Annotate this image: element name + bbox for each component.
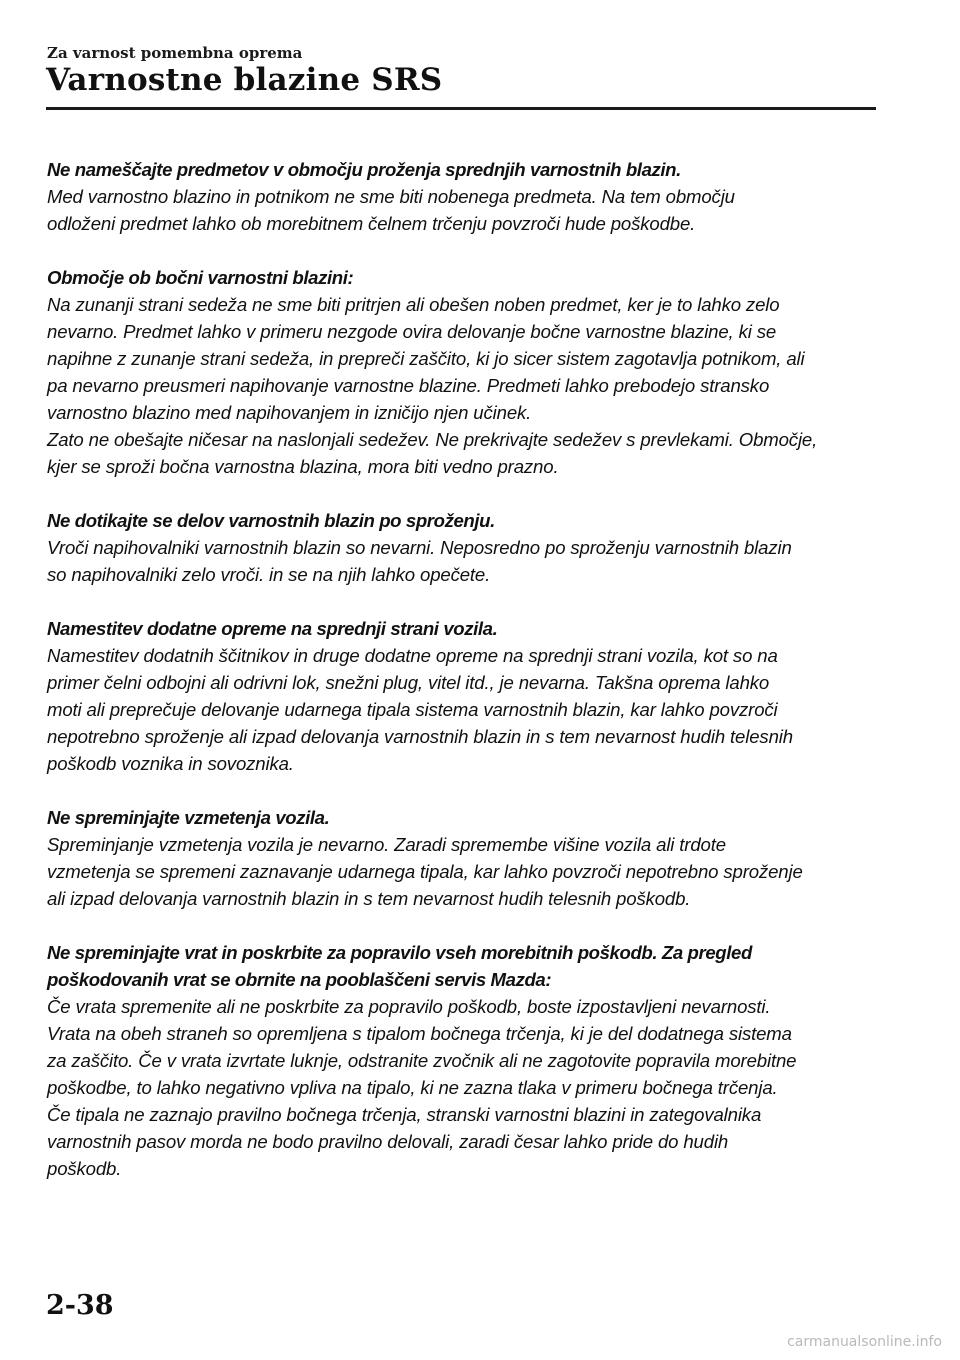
warning-block-front-airbag-objects	[47, 156, 875, 237]
warning-block-hot-parts	[47, 507, 875, 588]
warning-block-suspension	[47, 804, 875, 912]
warning-heading: Ne nameščajte predmetov v območju proženja sprednjih varnostnih blazin.	[47, 159, 681, 180]
page-title: Varnostne blazine SRS	[46, 62, 443, 98]
page-number: 2-38	[46, 1290, 114, 1321]
warning-heading: Ne dotikajte se delov varnostnih blazin po sproženju.	[47, 510, 495, 531]
section-label: Za varnost pomembna oprema	[47, 44, 303, 62]
warning-body: Vroči napihovalniki varnostnih blazin so nevarni. Neposredno po sproženju varnostnih blazin so napihovalniki zelo vroči. in se na njih lahko opečete.	[47, 537, 792, 585]
warning-heading: Ne spreminjajte vzmetenja vozila.	[47, 807, 330, 828]
title-divider	[46, 107, 876, 110]
warning-content	[47, 156, 875, 1209]
warning-body: Na zunanji strani sedeža ne sme biti pritrjen ali obešen noben predmet, ker je to lahko zelo nevarno. Predmet lahko v primeru nezgode ovira delovanje bočne varnostne blazine, ki se napihne z zunanje strani sedeža, in prepreči zaščito, ki jo sicer sistem zagotavlja potnikom, ali pa nevarno preusmeri napihovanje varnostne blazine. Predmeti lahko prebodejo stransko varnostno blazino med napihovanjem in izničijo njen učinek. Zato ne obešajte ničesar na naslonjali sedežev. Ne prekrivajte sedežev s prevlekami. Območje, kjer se sproži bočna varnostna blazina, mora biti vedno prazno.	[47, 294, 818, 477]
watermark: carmanualsonline.info	[787, 1334, 942, 1350]
warning-body: Namestitev dodatnih ščitnikov in druge dodatne opreme na sprednji strani vozila, kot so na primer čelni odbojni ali odrivni lok, snežni plug, vitel itd., je nevarna. Takšna oprema lahko moti ali preprečuje delovanje udarnega tipala sistema varnostnih blazin, kar lahko povzroči nepotrebno sproženje ali izpad delovanja varnostnih blazin in s tem nevarnost hudih telesnih poškodb voznika in sovoznika.	[47, 645, 793, 774]
warning-body: Če vrata spremenite ali ne poskrbite za popravilo poškodb, boste izpostavljeni nevarnosti. Vrata na obeh straneh so opremljena s tipalom bočnega trčenja, ki je del dodatnega sistema za zaščito. Če v vrata izvrtate luknje, odstranite zvočnik ali ne zagotovite popravila morebitne poškodbe, to lahko negativno vpliva na tipalo, ki ne zazna tlaka v primeru bočnega trčenja. Če tipala ne zaznajo pravilno bočnega trčenja, stranski varnostni blazini in zategovalnika varnostnih pasov morda ne bodo pravilno delovali, zaradi česar lahko pride do hudih poškodb.	[47, 996, 797, 1179]
warning-body: Med varnostno blazino in potnikom ne sme biti nobenega predmeta. Na tem območju odloženi predmet lahko ob morebitnem čelnem trčenju povzroči hude poškodbe.	[47, 186, 735, 234]
warning-heading: Namestitev dodatne opreme na sprednji strani vozila.	[47, 618, 498, 639]
warning-body: Spreminjanje vzmetenja vozila je nevarno. Zaradi spremembe višine vozila ali trdote vzmetenja se spremeni zaznavanje udarnega tipala, kar lahko povzroči nepotrebno sproženje ali izpad delovanja varnostnih blazin in s tem nevarnost hudih telesnih poškodb.	[47, 834, 803, 909]
warning-block-doors	[47, 939, 875, 1182]
warning-block-front-accessories	[47, 615, 875, 777]
warning-heading: Območje ob bočni varnostni blazini:	[47, 267, 354, 288]
warning-heading: Ne spreminjajte vrat in poskrbite za popravilo vseh morebitnih poškodb. Za pregled poškodovanih vrat se obrnite na pooblaščeni servis Mazda:	[47, 942, 752, 990]
warning-block-side-airbag-area	[47, 264, 875, 480]
